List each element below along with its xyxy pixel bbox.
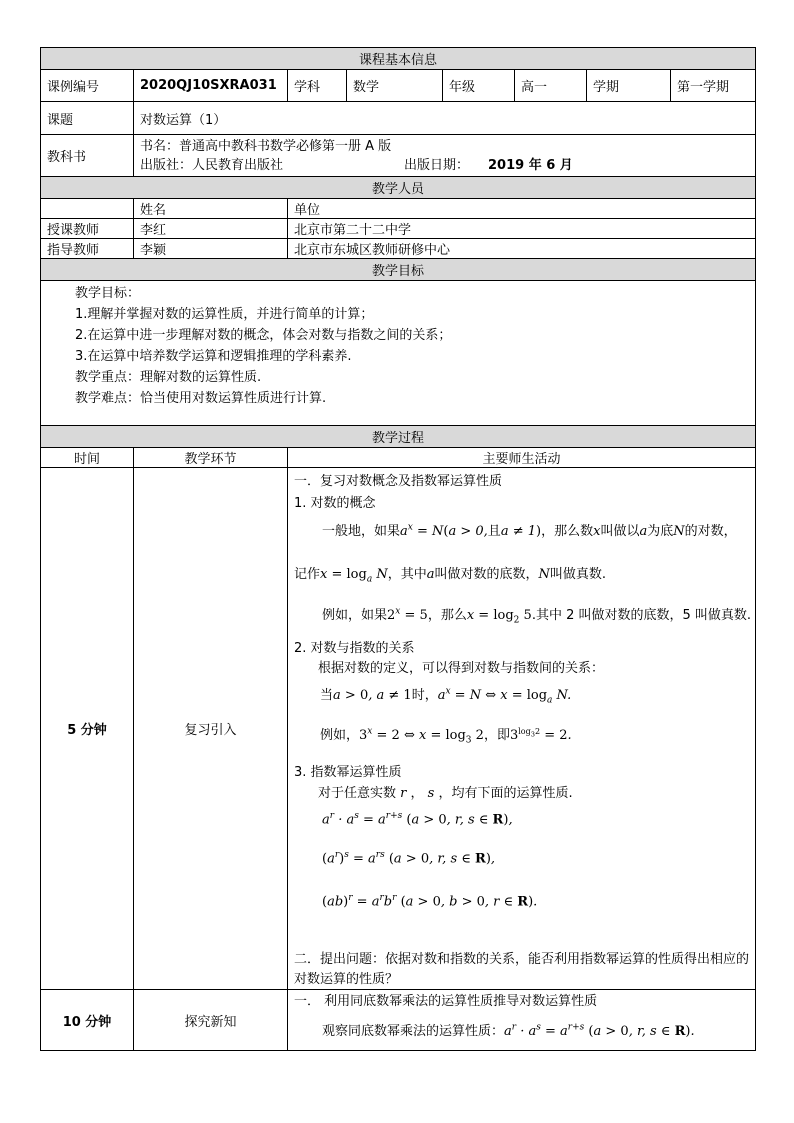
row2-stage: 探究新知 xyxy=(134,990,288,1051)
course-info-header: 课程基本信息 xyxy=(41,48,756,70)
pub-date: 2019 年 6 月 xyxy=(488,157,573,173)
row1-stage: 复习引入 xyxy=(134,468,288,990)
staff-name: 李颖 xyxy=(134,239,288,259)
power-rule-1: $a^r \cdot a^s = a^{r+s}$ (a > 0, r, s ∈ R), xyxy=(322,811,513,828)
def-text: 一般地，如果 xyxy=(322,524,401,539)
term-value: 第一学期 xyxy=(671,70,756,102)
topic-label: 课题 xyxy=(41,102,134,135)
staff-role: 指导教师 xyxy=(41,239,134,259)
section-3-title: 3. 指数幂运算性质 xyxy=(294,765,402,780)
time-column-header: 时间 xyxy=(41,448,134,468)
staff-unit: 北京市东城区教师研修中心 xyxy=(288,239,756,259)
staff-unit: 北京市第二十二中学 xyxy=(288,219,756,239)
explore-formula: $a^r \cdot a^s = a^{r+s}$ (a > 0, r, s ∈ R). xyxy=(504,1022,695,1039)
log-notation: $x = \log_a N$ xyxy=(320,567,388,585)
process-header: 教学过程 xyxy=(41,426,756,448)
book-name: 书名：普通高中教科书数学必修第一册 A 版 xyxy=(140,138,392,154)
example-formula: $2^x = 5$ xyxy=(387,606,428,623)
case-no-label: 课例编号 xyxy=(41,70,134,102)
publisher: 出版社：人民教育出版社 xyxy=(140,157,284,173)
goal-line: 3.在运算中培养数学运算和逻辑推理的学科素养. xyxy=(75,349,352,364)
goals-header: 教学目标 xyxy=(41,259,756,281)
name-column-header: 姓名 xyxy=(134,199,288,219)
staff-name: 李红 xyxy=(134,219,288,239)
goal-line: 教学难点：恰当使用对数运算性质进行计算. xyxy=(75,391,327,406)
section-2-intro: 根据对数的定义，可以得到对数与指数间的关系： xyxy=(318,661,605,676)
goal-line: 教学目标： xyxy=(75,286,141,301)
textbook-label: 教科书 xyxy=(41,135,134,177)
topic-value: 对数运算（1） xyxy=(134,102,756,135)
row1-time: 5 分钟 xyxy=(41,468,134,990)
activity-column-header: 主要师生活动 xyxy=(288,448,756,468)
grade-value: 高一 xyxy=(515,70,587,102)
row2-time: 10 分钟 xyxy=(41,990,134,1051)
review-title: 一．复习对数概念及指数幂运算性质 xyxy=(294,474,503,489)
section-1-title: 1. 对数的概念 xyxy=(294,496,376,511)
question-line-1: 二．提出问题：依据对数和指数的关系，能否利用指数幂运算的性质得出相应的 xyxy=(294,952,750,967)
lesson-info-table: 课程基本信息 课例编号 2020QJ10SXRA031 学科 数学 年级 高一 学期 第一学期 课题 对数运算（1） 教科书 书名：普通高中教科书数学必修第一册 A 版 出版社：人民教育出版社 出版日期： 2019 年 6 月 教学人员 姓名 单位 授课教师 李红 北京市第二十二中学 指导教师 李颖 北京市东城区教师研修中心 教学目标 教学目标： 1.理解并掌握对数的运算性质，并进行简单的计算； 2.在运算中进一步理解对数的概念，体会对数与指数之间的关系； 3.在运算中培养数学运算和逻辑推理的学科素养. 教学重点：理解对数的运算性质. 教学难点：恰当使用对数运算性质进行计算. 教学过程 时间 教学环节 主要师生活动 5 分钟 复习引入 一．复习对数概念及指数幂运算性质 1. 对数的概念 一般地，如果$a^x = N(a > 0$,且a ≠ 1)，那么数x叫做以a为底N的对数， 记作$x = \log_a N$，其中a叫做对数的底数，N叫做真数. 例如，如果$2^x = 5$，那么$x = \log_2 5$.其中 2 叫做对数的底数，5 叫做真数. 2. 对数与指数的关系 根据对数的定义，可以得到对数与指数间的关系： 当a > 0, a ≠ 1时，$a^x = N$ ⇔ $x = \log_a N$. 例如，$3^x = 2$ ⇔ $x = \log_3 2$，即$3^{log_32} = 2$. 3. 指数幂运算性质 对于任意实数 r ， s ，均有下面的运算性质. $a^r \cdot a^s = a^{r+s}$ (a > 0, r, s ∈ R), $(a^r)^s = a^{rs}$ (a > 0, r, s ∈ R), $(ab)^r = a^rb^r$ (a > 0, b > 0, r ∈ R). 二．提出问题：依据对数和指数的关系，能否利用指数幂运算的性质得出相应的 对数运算的性质？ 10 分钟 探究新知 一． 利用同底数幂乘法的运算性质推导对数运算性质 观察同底数幂乘法的运算性质：$a^r \cdot a^s = a^{r+s}$ (a > 0, r, s ∈ R). xyxy=(40,47,756,1051)
power-rule-2: $(a^r)^s = a^{rs}$ (a > 0, r, s ∈ R), xyxy=(322,850,496,867)
relation-formula: $a^x = N$ ⇔ $x = \log_a N$. xyxy=(437,686,572,706)
goal-line: 1.理解并掌握对数的运算性质，并进行简单的计算； xyxy=(75,307,374,322)
unit-column-header: 单位 xyxy=(288,199,756,219)
subject-value: 数学 xyxy=(347,70,443,102)
subject-label: 学科 xyxy=(288,70,347,102)
stage-column-header: 教学环节 xyxy=(134,448,288,468)
section-2-title: 2. 对数与指数的关系 xyxy=(294,641,415,656)
explore-title: 一． 利用同底数幂乘法的运算性质推导对数运算性质 xyxy=(294,994,598,1009)
question-line-2: 对数运算的性质？ xyxy=(294,972,399,987)
goal-line: 2.在运算中进一步理解对数的概念，体会对数与指数之间的关系； xyxy=(75,328,452,343)
def-formula: $a^x = N(a > 0$,且a ≠ 1) xyxy=(400,522,542,539)
power-rule-3: $(ab)^r = a^rb^r$ (a > 0, b > 0, r ∈ R). xyxy=(322,893,538,910)
staff-role: 授课教师 xyxy=(41,219,134,239)
term-label: 学期 xyxy=(587,70,671,102)
goal-line: 教学重点：理解对数的运算性质. xyxy=(75,370,262,385)
grade-label: 年级 xyxy=(443,70,515,102)
pub-date-label: 出版日期： xyxy=(404,157,470,173)
staff-header: 教学人员 xyxy=(41,177,756,199)
case-no-value: 2020QJ10SXRA031 xyxy=(134,70,288,102)
